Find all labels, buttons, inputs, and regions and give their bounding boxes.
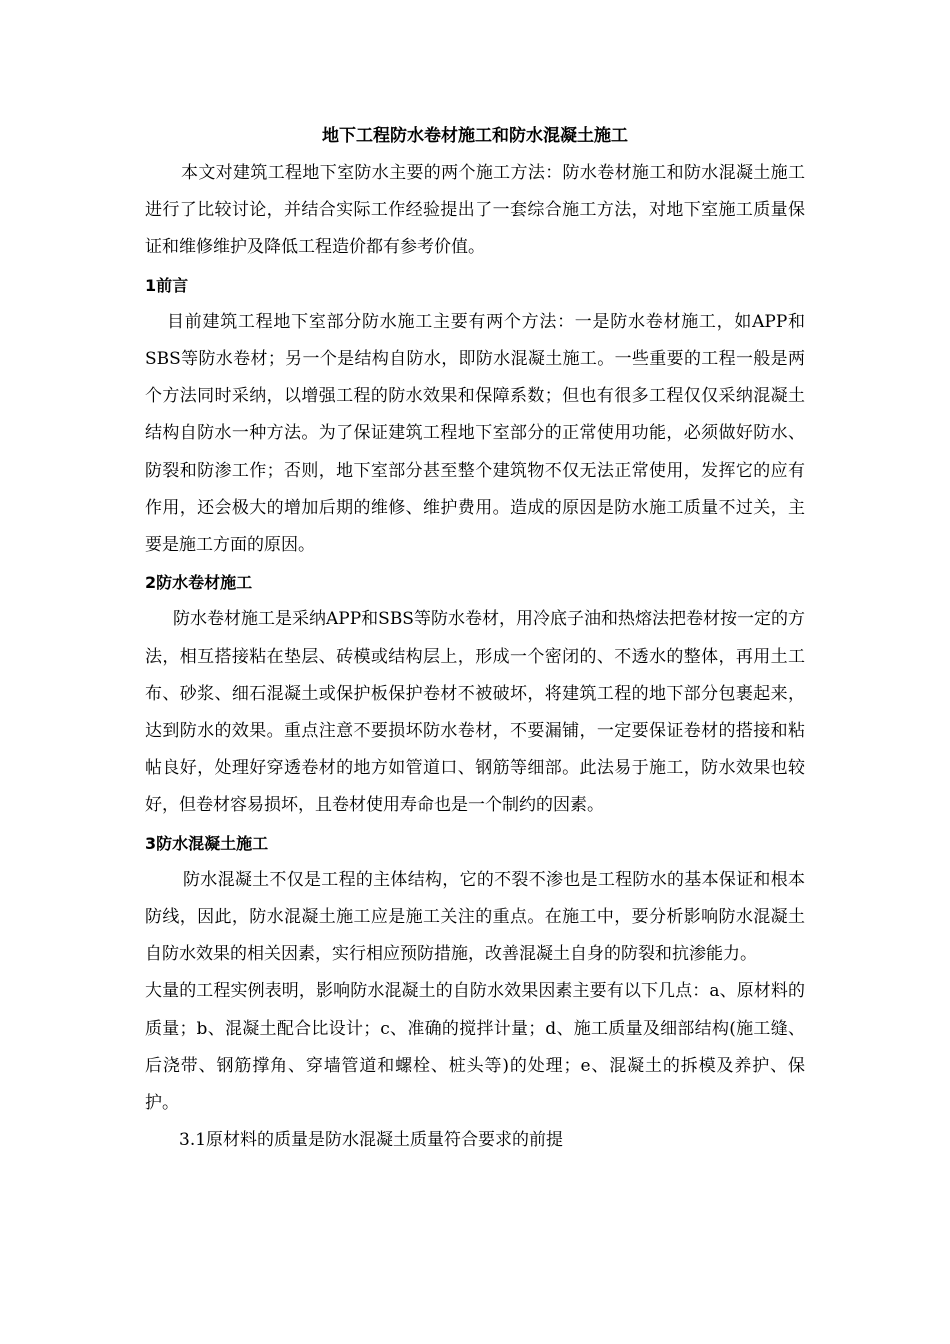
section-body-preface: 目前建筑工程地下室部分防水施工主要有两个方法：一是防水卷材施工，如APP和SBS等防水卷材；另一个是结构自防水，即防水混凝土施工。一些重要的工程一般是两个方法同时采纳，以增强工程的防水效果和保障系数；但也有很多工程仅仅采纳混凝土结构自防水一种方法。为了保证建筑工程地下室部分的正常使用功能，必须做好防水、防裂和防渗工作；否则，地下室部分甚至整个建筑物不仅无法正常使用，发挥它的应有作用，还会极大的增加后期的维修、维护费用。造成的原因是防水施工质量不过关，主要是施工方面的原因。	[145, 311, 805, 556]
section-body-concrete: 防水混凝土不仅是工程的主体结构，它的不裂不渗也是工程防水的基本保证和根本防线，因此，防水混凝土施工应是施工关注的重点。在施工中，要分析影响防水混凝土自防水效果的相关因素，实行相应预防措施，改善混凝土自身的防裂和抗渗能力。	[145, 869, 805, 965]
section-body-membrane: 防水卷材施工是采纳APP和SBS等防水卷材，用冷底子油和热熔法把卷材按一定的方法，相互搭接粘在垫层、砖模或结构层上，形成一个密闭的、不透水的整体，再用土工布、砂浆、细石混凝土或保护板保护卷材不被破坏，将建筑工程的地下部分包裹起来，达到防水的效果。重点注意不要损坏防水卷材，不要漏铺，一定要保证卷材的搭接和粘帖良好，处理好穿透卷材的地方如管道口、钢筋等细部。此法易于施工，防水效果也较好，但卷材容易损坏，且卷材使用寿命也是一个制约的因素。	[145, 609, 805, 816]
abstract-paragraph: 本文对建筑工程地下室防水主要的两个施工方法：防水卷材施工和防水混凝土施工进行了比较讨论，并结合实际工作经验提出了一套综合施工方法，对地下室施工质量保证和维修维护及降低工程造价都有参考价值。	[145, 163, 805, 258]
section-heading-concrete: 3防水混凝土施工	[145, 833, 269, 853]
document-title: 地下工程防水卷材施工和防水混凝土施工	[322, 126, 628, 146]
document-page	[145, 118, 805, 1159]
subsection-heading-materials: 3.1原材料的质量是防水混凝土质量符合要求的前提	[179, 1130, 564, 1151]
section-body-concrete-factors: 大量的工程实例表明，影响防水混凝土的自防水效果因素主要有以下几点：a、原材料的质量；b、混凝土配合比设计；c、准确的搅拌计量；d、施工质量及细部结构(施工缝、后浇带、钢筋撑角、穿墙管道和螺栓、桩头等)的处理；e、混凝土的拆模及养护、保护。	[145, 981, 805, 1114]
section-heading-preface: 1前言	[145, 275, 189, 295]
section-heading-membrane: 2防水卷材施工	[145, 573, 253, 593]
